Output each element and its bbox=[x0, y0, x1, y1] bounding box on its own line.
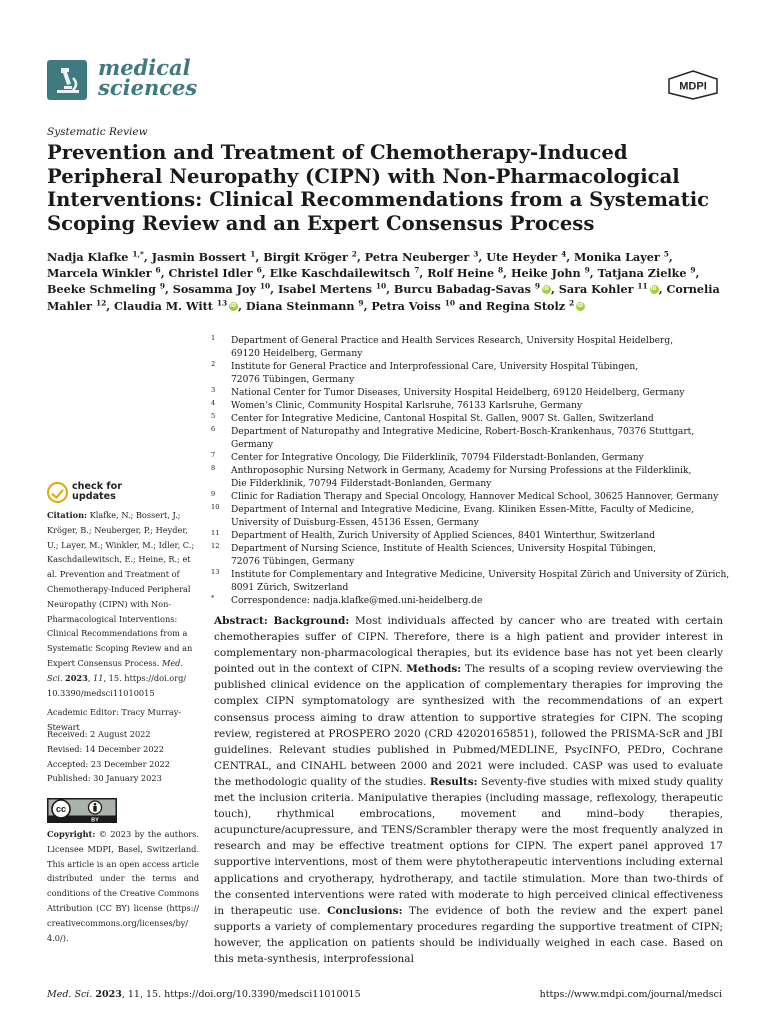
citation-label: Citation: bbox=[47, 510, 88, 520]
journal-logo bbox=[47, 60, 87, 100]
author-affiliation-ref: 8 bbox=[498, 265, 504, 275]
author-name: Nadja Klafke bbox=[47, 250, 129, 264]
author-affiliation-ref: 7 bbox=[414, 265, 420, 275]
affiliation-item bbox=[211, 335, 731, 361]
author[interactable] bbox=[152, 250, 256, 264]
author-name: Burcu Babadag-Savas bbox=[393, 282, 531, 297]
author-name: Petra Voiss bbox=[371, 298, 441, 313]
background-label: Background: bbox=[273, 615, 350, 627]
author-affiliation-ref: 12 bbox=[95, 297, 107, 307]
author-name: Cornelia Mahler bbox=[47, 282, 720, 313]
author-affiliation-ref: 6 bbox=[256, 265, 262, 275]
affiliation-item bbox=[211, 452, 731, 465]
affiliation-line: Correspondence: nadja.klafke@med.uni-heidelberg.de bbox=[231, 596, 483, 606]
journal-name-line1: medical bbox=[98, 55, 191, 80]
author-affiliation-ref: 9 bbox=[584, 265, 590, 275]
affiliation-number: 7 bbox=[211, 451, 216, 459]
academic-editor: Academic Editor: Tracy Murray-Stewart bbox=[47, 707, 182, 732]
affiliation-line: 8091 Zürich, Switzerland bbox=[231, 583, 349, 593]
dates-block bbox=[47, 727, 199, 786]
affiliation-line: Clinic for Radiation Therapy and Special Oncology, Hannover Medical School, 30625 Hannover, Germany bbox=[231, 492, 719, 502]
mdpi-logo bbox=[667, 70, 719, 100]
by-label: BY bbox=[91, 817, 99, 823]
author[interactable] bbox=[574, 250, 669, 264]
author-name: Sara Kohler bbox=[558, 282, 634, 297]
affiliation-number: 3 bbox=[211, 386, 216, 394]
affiliation-number: * bbox=[211, 594, 215, 602]
author[interactable] bbox=[168, 266, 261, 280]
author-affiliation-ref: 6 bbox=[155, 265, 161, 275]
affiliation-line: 72076 Tübingen, Germany bbox=[231, 557, 355, 567]
author[interactable] bbox=[246, 299, 364, 313]
orcid-icon[interactable] bbox=[650, 285, 659, 294]
citation-journal: Med. Sci. bbox=[47, 657, 184, 683]
results-label: Results: bbox=[429, 775, 478, 788]
author-name: Elke Kaschdailewitsch bbox=[269, 266, 411, 281]
author-affiliation-ref: 9 bbox=[534, 281, 540, 291]
author-affiliation-ref: 10 bbox=[444, 297, 455, 307]
affiliation-line: University of Duisburg-Essen, 45136 Essen, Germany bbox=[231, 518, 479, 528]
author[interactable] bbox=[278, 282, 386, 296]
check-for-updates-button[interactable] bbox=[47, 482, 147, 506]
author-name: Diana Steinmann bbox=[245, 298, 355, 313]
author[interactable] bbox=[394, 282, 551, 296]
orcid-icon[interactable] bbox=[542, 285, 551, 294]
footer-journal-url[interactable]: https://www.mdpi.com/journal/medsci bbox=[539, 989, 722, 1000]
affiliation-item bbox=[211, 595, 731, 608]
affiliation-item bbox=[211, 543, 731, 569]
author-affiliation-ref: 5 bbox=[663, 249, 669, 259]
author[interactable] bbox=[114, 299, 238, 313]
author-affiliation-ref: 13 bbox=[216, 297, 228, 307]
affiliation-item bbox=[211, 530, 731, 543]
author[interactable] bbox=[511, 266, 590, 280]
affiliation-line: Department of Internal and Integrative Medicine, Evang. Kliniken Essen-Mitte, Faculty of Medicine, bbox=[231, 505, 695, 515]
author-name: Tatjana Zielke bbox=[597, 266, 687, 281]
results-text: Seventy-five studies with mixed study quality met the inclusion criteria. Manipulative therapies (including massage, reflexology, therapeutic touch), rhythmical embrocations, movement and mind–body therapies, acupuncture/acupressure, and TENS/Scrambler therapy were the most frequently analyzed in research and may be effective treatment options for CIPN. The expert panel approved 17 supportive interventions, most of them were phytotherapeutic interventions including external applications and cryotherapy, hydrotherapy, and tactile stimulation. More than two-thirds of the consented interventions were rated with moderate to high perceived clinical effectiveness in therapeutic use. bbox=[214, 775, 724, 917]
author-affiliation-ref: 10 bbox=[375, 281, 387, 291]
affiliation-item bbox=[211, 400, 731, 413]
date-published: Published: 30 January 2023 bbox=[47, 773, 162, 784]
author[interactable] bbox=[270, 266, 420, 280]
author-affiliation-ref: 9 bbox=[358, 297, 364, 307]
affiliation-number: 4 bbox=[211, 399, 216, 407]
copyright-block bbox=[47, 827, 199, 945]
affiliation-number: 9 bbox=[211, 490, 216, 498]
affiliation-number: 11 bbox=[211, 529, 220, 537]
date-revised: Revised: 14 December 2022 bbox=[47, 743, 164, 754]
author[interactable] bbox=[486, 299, 585, 313]
author-name: Regina Stolz bbox=[485, 298, 566, 313]
citation-text: Klafke, N.; Bossert, J.; Kröger, B.; Neuberger, P.; Heyder, U.; Layer, M.; Winkler, M.; Idler, C.; Kaschdailewitsch, E.; Heine, R.; et al. Prevention and Treatment of Chemotherapy-Induced Peripheral Neuropathy (CIPN) with Non-Pharmacological Interventions: Clinical Recommendations from a Systematic Scoping Review and an Expert Consensus Process. bbox=[47, 510, 195, 668]
affiliation-line: Die Filderklinik, 70794 Filderstadt-Bonlanden, Germany bbox=[231, 479, 492, 489]
affiliations-list bbox=[211, 335, 731, 608]
affiliation-line: Center for Integrative Oncology, Die Filderklinik, 70794 Filderstadt-Bonlanden, Germany bbox=[231, 453, 644, 463]
affiliation-line: National Center for Tumor Diseases, University Hospital Heidelberg, 69120 Heidelberg, Germany bbox=[231, 388, 685, 398]
author-affiliation-ref: 9 bbox=[690, 265, 696, 275]
author-affiliation-ref: 2 bbox=[568, 297, 575, 307]
affiliation-number: 8 bbox=[211, 464, 216, 472]
author[interactable] bbox=[598, 266, 696, 280]
author-name: Monika Layer bbox=[574, 250, 660, 264]
affiliation-number: 1 bbox=[211, 334, 216, 342]
affiliation-number: 2 bbox=[211, 360, 216, 368]
author-affiliation-ref: 11 bbox=[637, 281, 648, 291]
date-received: Received: 2 August 2022 bbox=[47, 729, 151, 739]
abstract-label: Abstract: bbox=[214, 615, 268, 627]
affiliation-number: 6 bbox=[211, 425, 216, 433]
author-affiliation-ref: 2 bbox=[351, 249, 357, 259]
affiliation-item bbox=[211, 361, 731, 387]
author-name: Heike John bbox=[510, 266, 581, 281]
author[interactable] bbox=[47, 282, 165, 296]
author-affiliation-ref: 9 bbox=[159, 281, 165, 291]
microscope-icon bbox=[47, 60, 87, 100]
citation-year: 2023 bbox=[65, 672, 88, 683]
author-affiliation-ref: 4 bbox=[561, 249, 567, 259]
affiliation-item bbox=[211, 491, 731, 504]
affiliation-number: 10 bbox=[211, 503, 220, 511]
affiliation-line: Department of Nursing Science, Institute of Health Sciences, University Hospital Tübingen, bbox=[231, 544, 657, 554]
methods-text: The results of a scoping review overviewing the published clinical evidence on the application of complementary therapies for improving the complex CIPN symptomatology are synthesized with the recommendations of an expert consensus process aiming to draw attention to supportive strategies for CIPN. The scoping review, registered at PROSPERO 2020 (CRD 42020165851), followed the PRISMA-ScR and JBI guidelines. Relevant studies published in Pubmed/MEDLINE, PsycINFO, PEDro, Cochrane CENTRAL, and CINAHL between 2000 and 2021 were included. CASP was used to evaluate the methodologic quality of the studies. bbox=[214, 663, 724, 788]
conclusions-text: The evidence of both the review and the expert panel supports a variety of complementary procedures regarding the supportive treatment of CIPN; however, the application on patients should be individually weighed in each case. Based on this meta-synthesis, interprofessional bbox=[214, 904, 723, 965]
citation-block: Citation: Klafke, N.; Bossert, J.; Kröger, B.; Neuberger, P.; Heyder, U.; Layer, M.; Winkler, M.; Idler, C.; Kaschdailewitsch, E.; Heine, R.; et al. Prevention and Treatment of Chemotherapy-Induced Peripheral Neuropathy (CIPN) with Non-Pharmacological Interventions: Clinical Recommendations from a Systematic Scoping Review and an Expert Consensus Process. Med. Sci. 2023, 11, 15. https://doi.org/ 10.3390/medsci11010015 bbox=[47, 510, 195, 698]
orcid-icon[interactable] bbox=[229, 302, 238, 311]
author-name: Rolf Heine bbox=[427, 266, 495, 281]
author-name: Christel Idler bbox=[168, 266, 253, 281]
author[interactable] bbox=[486, 250, 566, 264]
article-title: Prevention and Treatment of Chemotherapy-Induced Peripheral Neuropathy (CIPN) with Non-Pharmacological Interventions: Clinical Recommendations from a Systematic Scoping Review and an Expert Consensus Process bbox=[47, 141, 710, 235]
author-name: Sosamma Joy bbox=[172, 282, 256, 297]
affiliation-line: Institute for General Practice and Interprofessional Care, University Hospital Tübingen, bbox=[231, 362, 639, 372]
author[interactable] bbox=[559, 282, 659, 296]
author[interactable] bbox=[263, 250, 357, 264]
footer-doi[interactable]: , 11, 15. https://doi.org/10.3390/medsci11010015 bbox=[121, 989, 361, 1000]
author-affiliation-ref: 3 bbox=[473, 249, 479, 259]
author-name: Ute Heyder bbox=[486, 250, 558, 264]
affiliation-item bbox=[211, 465, 731, 491]
footer-citation bbox=[47, 989, 361, 1000]
author-affiliation-ref: 1,* bbox=[132, 249, 144, 259]
cc-icon: cc bbox=[55, 804, 67, 815]
author-list: Nadja Klafke $^{1,*}$, Jasmin Bossert $^1$, Birgit Kröger $^2$, Petra Neuberger $^3$, Ute Heyder $^4$, Monika Layer $^5$, Marcela Winkler $^6$, Christel Idler $^6$, Elke Kaschdailewitsch $^7$, Rolf Heine $^8$, Heike John $^9$, Tatjana Zielke $^9$, Beeke Schmeling $^9$, Sosamma Joy $^{10}$, Isabel Mertens $^{10}$, Burcu Babadag-Savas $^9$iD , Sara Kohler $^{11}$iD , Cornelia Mahler $^{12}$, Claudia M. Witt $^{13}$iD , Diana Steinmann $^9$, Petra Voiss $^{10}$ and Regina Stolz $^2$iD bbox=[47, 249, 727, 314]
check-updates-line1: check for bbox=[72, 481, 122, 492]
affiliation-line: Center for Integrative Medicine, Cantonal Hospital St. Gallen, 9007 St. Gallen, Switzerland bbox=[231, 414, 654, 424]
affiliation-line: Institute for Complementary and Integrative Medicine, University Hospital Zürich and University of Zürich, bbox=[231, 570, 730, 580]
author-affiliation-ref: 10 bbox=[259, 281, 271, 291]
affiliation-line: 69120 Heidelberg, Germany bbox=[231, 349, 363, 359]
conclusions-label: Conclusions: bbox=[327, 904, 403, 917]
author[interactable] bbox=[47, 250, 144, 264]
affiliation-number: 13 bbox=[211, 568, 220, 576]
date-accepted: Accepted: 23 December 2022 bbox=[47, 758, 170, 769]
affiliation-line: Department of Health, Zurich University of Applied Sciences, 8401 Winterthur, Switzerland bbox=[231, 531, 656, 541]
affiliation-item bbox=[211, 504, 731, 530]
affiliation-line: Department of Naturopathy and Integrative Medicine, Robert-Bosch-Krankenhaus, 70376 Stuttgart, Germany bbox=[231, 427, 695, 450]
publisher-name: MDPI bbox=[679, 80, 707, 93]
author-name: Claudia M. Witt bbox=[114, 298, 213, 313]
author-name: Petra Neuberger bbox=[364, 250, 470, 264]
author-name: Jasmin Bossert bbox=[151, 250, 247, 264]
affiliation-line: 72076 Tübingen, Germany bbox=[231, 375, 355, 385]
author[interactable] bbox=[427, 266, 503, 280]
affiliation-item bbox=[211, 569, 731, 595]
citation-doi[interactable]: , 15. https://doi.org/ 10.3390/medsci11010015 bbox=[47, 672, 187, 698]
author[interactable] bbox=[371, 299, 455, 313]
attribution-icon bbox=[94, 803, 97, 806]
orcid-icon[interactable] bbox=[576, 302, 585, 311]
copyright-text: © 2023 by the authors. Licensee MDPI, Basel, Switzerland. This article is an open access article distributed under the terms and conditions of the Creative Commons Attribution (CC BY) license (https:// creativecommons.org/licenses/by/ 4.0/). bbox=[47, 829, 199, 943]
author[interactable] bbox=[173, 282, 270, 296]
affiliation-line: Department of General Practice and Health Services Research, University Hospital Heidelberg, bbox=[231, 336, 674, 346]
check-for-updates-icon bbox=[47, 482, 68, 503]
affiliation-number: 12 bbox=[211, 542, 220, 550]
affiliation-number: 5 bbox=[211, 412, 216, 420]
footer-year: 2023 bbox=[95, 989, 122, 1000]
author-name: Birgit Kröger bbox=[263, 250, 348, 264]
footer-journal: Med. Sci. bbox=[47, 989, 93, 1000]
author-name: Isabel Mertens bbox=[277, 282, 372, 297]
methods-label: Methods: bbox=[406, 663, 462, 676]
affiliation-item bbox=[211, 413, 731, 426]
affiliation-item bbox=[211, 426, 731, 452]
author[interactable] bbox=[365, 250, 479, 264]
affiliation-item bbox=[211, 387, 731, 400]
author-affiliation-ref: 1 bbox=[250, 249, 256, 259]
cc-by-license-badge[interactable] bbox=[47, 798, 117, 823]
journal-name bbox=[98, 55, 198, 100]
affiliation-line: Anthroposophic Nursing Network in Germany, Academy for Nursing Professions at the Filderklinik, bbox=[231, 466, 692, 476]
journal-name-line2: sciences bbox=[98, 75, 198, 100]
copyright-label: Copyright: bbox=[47, 829, 96, 839]
author[interactable] bbox=[47, 266, 161, 280]
background-text: Most individuals affected by cancer who are treated with certain chemotherapies suffer of CIPN. Therefore, there is a high patient and provider interest in complementary non-pharmacological therapies, but its evidence base has not yet been clearly pointed out in the context of CIPN. bbox=[214, 615, 723, 676]
article-type: Systematic Review bbox=[47, 126, 148, 138]
check-updates-line2: updates bbox=[72, 491, 116, 502]
citation-volume: 11 bbox=[93, 672, 104, 683]
author-name: Beeke Schmeling bbox=[47, 282, 156, 297]
affiliation-line: Women’s Clinic, Community Hospital Karlsruhe, 76133 Karlsruhe, Germany bbox=[231, 401, 583, 411]
author-name: Marcela Winkler bbox=[47, 266, 152, 281]
abstract bbox=[214, 613, 723, 967]
